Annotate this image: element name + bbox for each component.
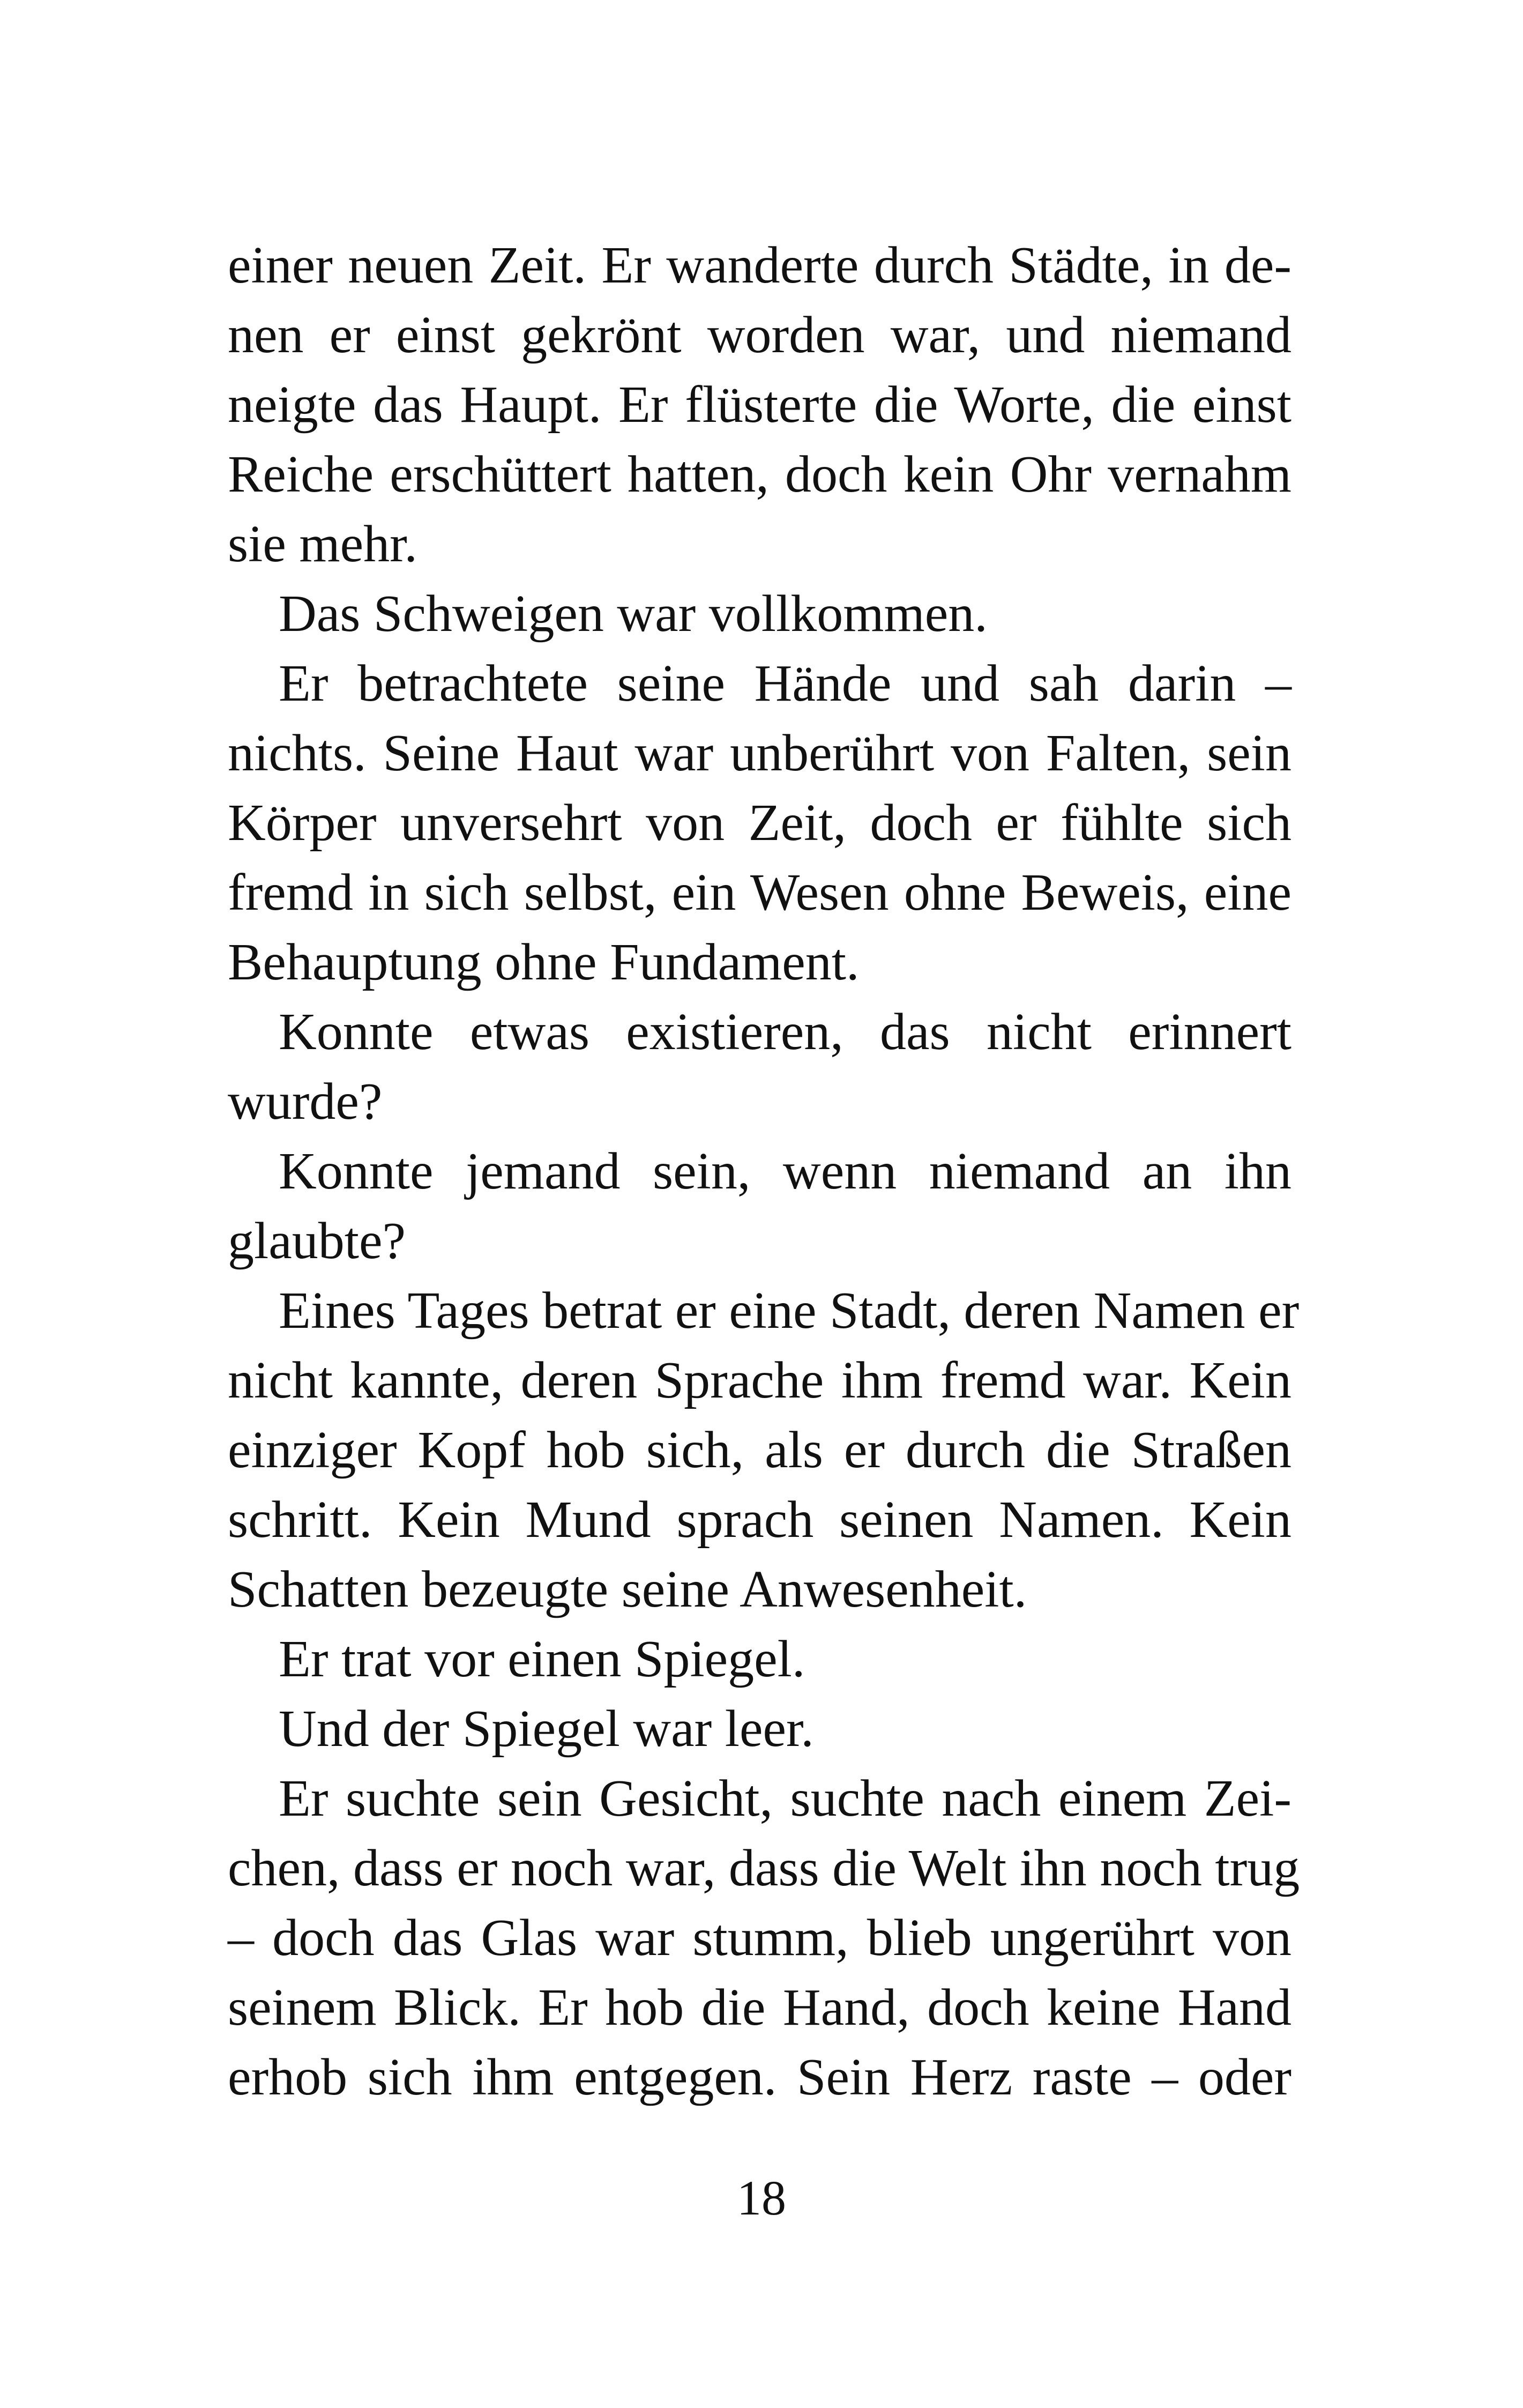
text-line: Reiche erschüttert hatten, doch kein Ohr vernahm — [228, 445, 1291, 503]
text-line: Er trat vor einen Spiegel. — [279, 1630, 805, 1688]
page-number: 18 — [737, 2171, 786, 2225]
text-line: Er betrachtete seine Hände und sah darin – — [279, 655, 1291, 712]
text-line: einer neuen Zeit. Er wanderte durch Städte, in de- — [228, 236, 1291, 294]
text-line: Schatten bezeugte seine Anwesenheit. — [228, 1560, 1027, 1618]
text-line: einziger Kopf hob sich, als er durch die Straßen — [228, 1421, 1291, 1479]
text-line: Konnte jemand sein, wenn niemand an ihn — [279, 1142, 1291, 1200]
text-line: wurde? — [228, 1073, 383, 1131]
text-line: Behauptung ohne Fundament. — [228, 933, 860, 991]
text-line: Er suchte sein Gesicht, suchte nach einem Zei- — [279, 1770, 1291, 1827]
text-line: Und der Spiegel war leer. — [279, 1700, 814, 1758]
text-line: Eines Tages betrat er eine Stadt, deren Namen er — [279, 1282, 1300, 1340]
text-line: Konnte etwas existieren, das nicht erinnert — [279, 1003, 1291, 1061]
text-line: sie mehr. — [228, 515, 417, 573]
text-line: chen, dass er noch war, dass die Welt ihn noch trug — [228, 1839, 1300, 1897]
text-line: fremd in sich selbst, ein Wesen ohne Beweis, eine — [228, 864, 1291, 921]
text-line: seinem Blick. Er hob die Hand, doch keine Hand — [228, 1979, 1291, 2037]
body-text — [228, 231, 1300, 2112]
text-line: neigte das Haupt. Er flüsterte die Worte, die einst — [228, 376, 1291, 434]
text-line: – doch das Glas war stumm, blieb ungerührt von — [228, 1909, 1291, 1967]
text-line: nicht kannte, deren Sprache ihm fremd war. Kein — [228, 1351, 1291, 1409]
text-line: schritt. Kein Mund sprach seinen Namen. Kein — [228, 1491, 1291, 1549]
text-line: nichts. Seine Haut war unberührt von Falten, sein — [228, 724, 1291, 782]
text-line: glaubte? — [228, 1212, 406, 1270]
text-line: nen er einst gekrönt worden war, und niemand — [228, 306, 1291, 364]
text-line: erhob sich ihm entgegen. Sein Herz raste – oder — [228, 2048, 1291, 2106]
text-line: Körper unversehrt von Zeit, doch er fühlte sich — [228, 794, 1291, 852]
text-line: Das Schweigen war vollkommen. — [279, 585, 988, 643]
